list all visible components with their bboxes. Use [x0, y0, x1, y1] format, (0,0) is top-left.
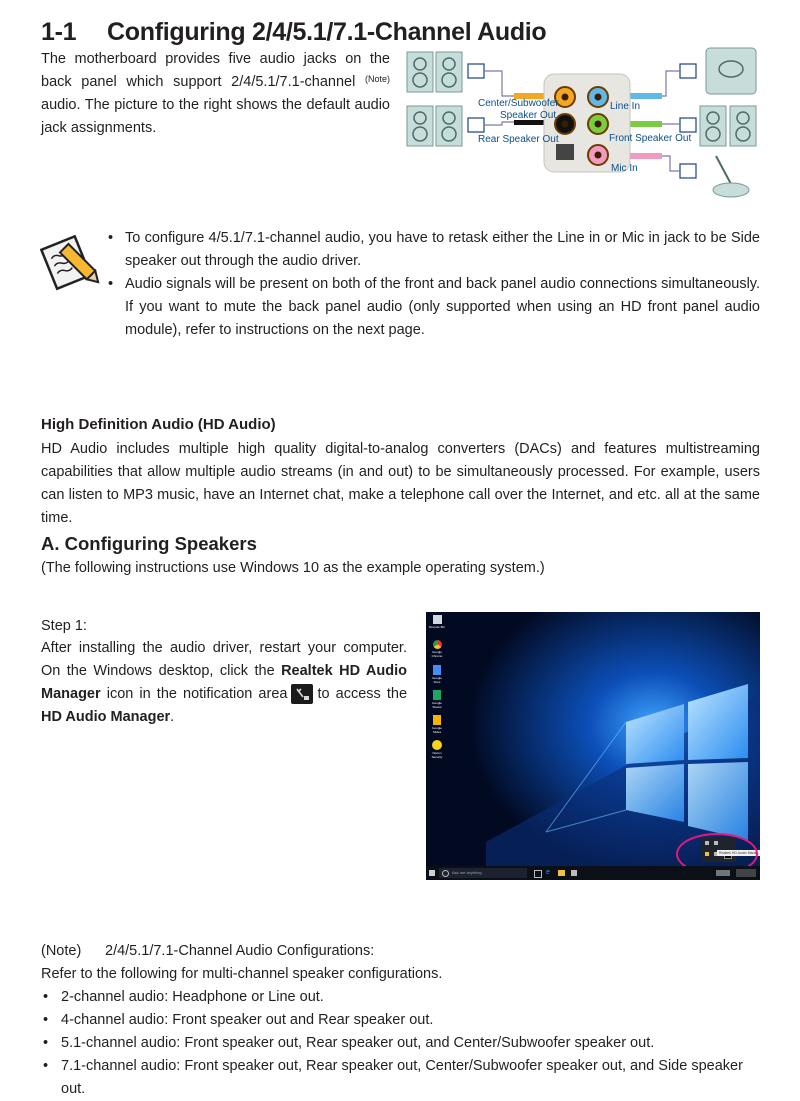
realtek-tray-icon: [291, 684, 313, 704]
desktop-icon-norton[interactable]: [429, 740, 445, 764]
desktop-icon-sheets[interactable]: [429, 690, 445, 714]
intro-paragraph: [41, 48, 390, 140]
label-front-out: Front Speaker Out: [609, 133, 692, 144]
sheets-icon: [433, 690, 441, 700]
config-item: • 4-channel audio: Front speaker out and Rear speaker out.: [61, 1009, 771, 1032]
pink-plug: [630, 153, 662, 159]
note-section: [41, 940, 771, 1101]
realtek-tooltip: Realtek HD Audio Mana...: [719, 851, 760, 855]
blue-plug: [630, 93, 662, 99]
step1-text: [41, 637, 407, 729]
label-mic-in: Mic In: [611, 163, 638, 174]
section-a-title: A. Configuring Speakers: [41, 533, 257, 554]
note-intro: Refer to the following for multi-channel speaker configurations.: [41, 966, 443, 982]
step1-bold-hd-manager: HD Audio Manager: [41, 709, 171, 725]
recycle-bin-icon: [433, 615, 442, 624]
desktop-icon-recycle[interactable]: [429, 615, 445, 639]
intro-text-a: The motherboard provides five audio jacks on the back panel which support 2/4/5.1/7.1-channel: [41, 51, 390, 90]
section-number: 1-1: [41, 18, 77, 46]
explorer-icon[interactable]: [558, 870, 565, 876]
note-heading: [41, 940, 771, 963]
start-icon[interactable]: [429, 870, 435, 876]
label-line-in: Line In: [610, 101, 641, 112]
step1-title: Step 1:: [41, 618, 87, 634]
desktop-icon-label: Norton Security: [431, 751, 443, 759]
docs-icon: [433, 665, 441, 675]
right-speakers: [700, 106, 756, 146]
edge-icon[interactable]: e: [546, 869, 550, 876]
step1-text-b: icon in the notification area: [106, 686, 288, 702]
section-title: Configuring 2/4/5.1/7.1-Channel Audio: [107, 18, 547, 46]
label-center-sub: Center/Subwoofer: [478, 98, 559, 109]
left-speaker-bottom: [407, 106, 462, 146]
note-pencil-icon: [40, 230, 104, 292]
label-speaker-out: Speaker Out: [500, 110, 557, 121]
section-a-subtitle: (The following instructions use Windows 10 as the example operating system.): [41, 560, 545, 576]
system-tray[interactable]: [716, 870, 730, 876]
search-placeholder: Ask me anything: [452, 870, 482, 875]
desktop-icon-label: Google Docs: [432, 676, 442, 684]
windows-desktop-screenshot: [426, 612, 760, 880]
norton-icon: [432, 740, 442, 750]
cortana-icon: [442, 870, 449, 877]
note-title: 2/4/5.1/7.1-Channel Audio Configurations:: [105, 943, 375, 959]
taskbar: [426, 866, 760, 880]
desktop-icon-label: Google Sheets: [432, 701, 442, 709]
intro-text-b: audio. The picture to the right shows the default audio jack assignments.: [41, 97, 390, 136]
step1-text-d: .: [170, 709, 175, 725]
note-item: • To configure 4/5.1/7.1-channel audio, you have to retask either the Line in or Mic in jack to be Side speaker out through the audio driver.: [125, 227, 760, 273]
hd-audio-title: High Definition Audio (HD Audio): [41, 416, 276, 433]
step1-text-c: to access the: [317, 686, 408, 702]
desktop-icon-column: [429, 614, 445, 764]
step1-text-a: After installing the audio driver, restart your computer. On the Windows desktop, click the: [41, 640, 407, 679]
desktop-icon-label: Recycle Bin: [429, 625, 445, 629]
page-title: [41, 18, 546, 47]
desktop-icon-chrome[interactable]: [429, 640, 445, 664]
note-label: (Note): [41, 943, 82, 959]
chrome-icon: [433, 640, 442, 649]
notes-list: [106, 227, 760, 342]
audio-jack-diagram: [404, 44, 760, 204]
desktop-icon-label: Google Chrome: [431, 650, 443, 658]
desktop-icon-slides[interactable]: [429, 715, 445, 739]
microphone-device: [713, 156, 749, 197]
slides-icon: [433, 715, 441, 725]
store-icon[interactable]: [571, 870, 577, 876]
desktop-icon-docs[interactable]: [429, 665, 445, 689]
config-item: • 5.1-channel audio: Front speaker out, Rear speaker out, and Center/Subwoofer speaker out.: [61, 1032, 771, 1055]
task-view-icon[interactable]: [534, 870, 542, 878]
config-item: • 2-channel audio: Headphone or Line out.: [61, 986, 771, 1009]
left-speaker-top: [407, 52, 462, 92]
taskbar-search[interactable]: [439, 868, 527, 878]
note-mark: (Note): [365, 74, 391, 84]
hd-audio-text: HD Audio includes multiple high quality digital-to-analog converters (DACs) and features multistreaming capabilities that allow multiple audio streams (in and out) to be simultaneously processed. For example, users can listen to MP3 music, have an Internet chat, make a telephone call over the Internet, and etc. all at the same time.: [41, 441, 760, 526]
note-item: • Audio signals will be present on both of the front and back panel audio connections simultaneously. If you want to mute the back panel audio (only supported when using an HD front panel audio module), refer to instructions on the next page.: [125, 273, 760, 342]
step1-bold-realtek: Realtek HD Audio Manager: [41, 663, 407, 702]
monitor-device: [706, 48, 756, 94]
green-plug: [630, 121, 662, 127]
desktop-icon-label: Google Slides: [432, 726, 442, 734]
config-item: • 7.1-channel audio: Front speaker out, Rear speaker out, Center/Subwoofer speaker out, and Side speaker out.: [61, 1055, 771, 1101]
clock[interactable]: [736, 869, 756, 877]
label-rear-out: Rear Speaker Out: [478, 134, 559, 145]
